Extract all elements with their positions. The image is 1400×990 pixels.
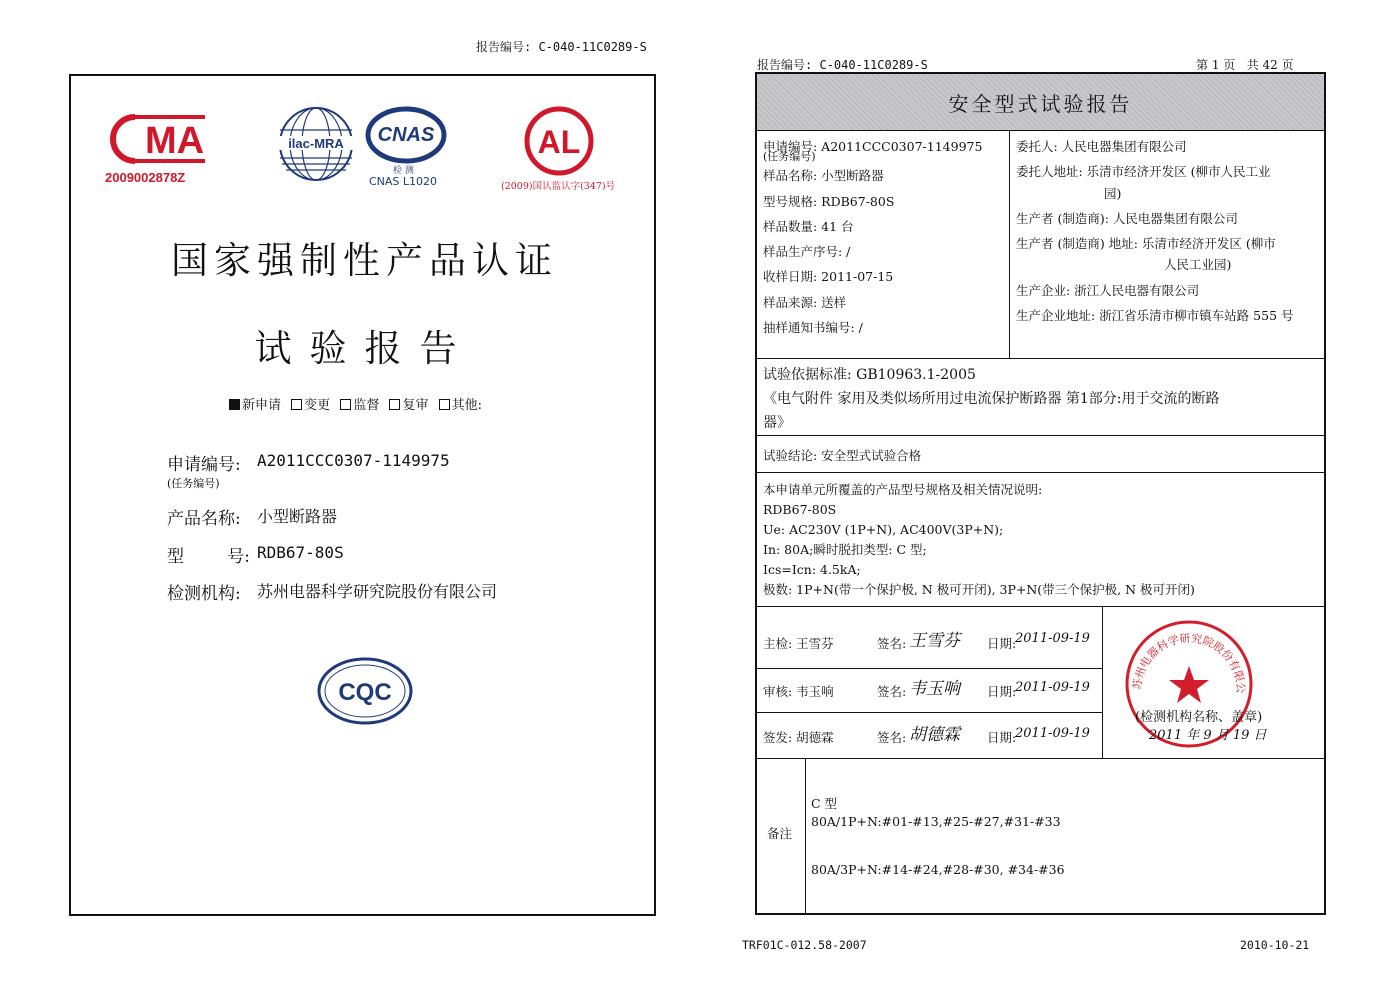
cma-letters: MA: [145, 120, 205, 162]
ilac-globe-icon: [276, 100, 356, 188]
date-label: 日期:: [987, 636, 1017, 651]
scope-line: Ue: AC230V (1P+N), AC400V(3P+N);: [763, 522, 1004, 537]
checkbox-review: [389, 399, 400, 410]
issue-signature: 胡德霖: [909, 725, 960, 745]
maker-address-cont: 人民工业园): [1164, 257, 1232, 273]
checkbox-supervise: [340, 399, 351, 410]
left-certificate-page: [69, 74, 656, 916]
al-code: (2009)国认监认字(347)号: [501, 181, 616, 192]
form-number: TRF01C-012.58-2007: [742, 938, 867, 952]
factory-address: 生产企业地址: 浙江省乐清市柳市镇车站路 555 号: [1016, 308, 1294, 324]
client-info: [1016, 134, 1321, 328]
scope-line: RDB67-80S: [763, 502, 837, 517]
app-no-label: 申请编号:: [167, 455, 241, 475]
sample-model: 型号规格: RDB67-80S: [763, 193, 895, 209]
main-signature: 王雪芬: [909, 631, 960, 651]
cma-logo-icon: [105, 109, 225, 169]
remarks-label: 备注: [767, 826, 793, 841]
divider: [757, 606, 1324, 607]
sign-label: 签名:: [877, 730, 907, 745]
lab-value: 苏州电器科学研究院股份有限公司: [257, 582, 498, 601]
report-title: 安全型式试验报告: [948, 92, 1133, 116]
report-title-band: [757, 74, 1324, 131]
cma-code: 2009002878Z: [105, 170, 186, 185]
model-value: RDB67-80S: [257, 543, 344, 562]
checkbox-supervise-label: 监督: [353, 398, 380, 413]
client-address-cont: 园): [1104, 185, 1122, 201]
divider: [757, 668, 1102, 669]
checkbox-other: [439, 399, 450, 410]
checkbox-review-label: 复审: [402, 398, 429, 413]
svg-text:AL: AL: [537, 124, 581, 160]
scope-line: Ics=Icn: 4.5kA;: [763, 562, 861, 577]
review-signature: 韦玉响: [909, 679, 960, 699]
cqc-emblem-icon: [315, 656, 415, 726]
issue-date: 2011-09-19: [1015, 726, 1090, 741]
sign-label: 签名:: [877, 684, 907, 699]
lab-label: 检测机构:: [167, 584, 241, 604]
cnas-emblem-icon: [361, 101, 451, 165]
divider: [757, 712, 1102, 713]
certificate-title: 国家强制性产品认证: [171, 239, 558, 282]
checkbox-change: [291, 399, 302, 410]
svg-text:苏州电器科学研究院股份有限公司: 苏州电器科学研究院股份有限公: [1130, 631, 1248, 694]
scope-intro: 本申请单元所覆盖的产品型号规格及相关情况说明:: [763, 482, 1043, 497]
checkbox-other-label: 其他:: [451, 398, 483, 413]
review-date: 2011-09-19: [1015, 680, 1090, 695]
certificate-subtitle: 试验报告: [254, 327, 475, 370]
client-address: 委托人地址: 乐清市经济开发区 (柳市人民工业: [1016, 164, 1271, 180]
product-value: 小型断路器: [257, 507, 338, 526]
cqc-logo: [315, 656, 415, 726]
remarks-divider: [805, 758, 806, 913]
app-no: 申请编号: A2011CCC0307-1149975: [763, 139, 983, 154]
right-report-number: 报告编号: C-040-11C0289-S: [757, 58, 928, 72]
client: 委托人: 人民电器集团有限公司: [1016, 139, 1187, 154]
svg-text:CNAS: CNAS: [377, 124, 435, 146]
test-report-page: [755, 72, 1326, 915]
al-logo: [499, 106, 619, 196]
date-label: 日期:: [987, 730, 1017, 745]
scope-line: In: 80A;瞬时脱扣类型: C 型;: [763, 542, 927, 557]
ilac-mra-logo: [276, 100, 356, 190]
checkbox-change-label: 变更: [304, 398, 331, 413]
factory: 生产企业: 浙江人民电器有限公司: [1016, 282, 1200, 298]
application-type-checkboxes: [223, 394, 482, 413]
cma-logo: [105, 109, 225, 189]
maker: 生产者 (制造商): 人民电器集团有限公司: [1016, 210, 1238, 226]
test-conclusion: 试验结论: 安全型式试验合格: [763, 448, 922, 463]
maker-address: 生产者 (制造商) 地址: 乐清市经济开发区 (柳市: [1016, 236, 1276, 252]
main-inspector: 主检: 王雪芬: [763, 636, 834, 651]
cnas-logo: [361, 101, 451, 191]
svg-text:CQC: CQC: [338, 679, 392, 706]
scope-block: [763, 480, 1195, 600]
sample-source: 样品来源: 送样: [763, 294, 847, 310]
cnas-code: CNAS L1020: [369, 175, 438, 188]
sample-info: [763, 134, 982, 340]
svg-text:ilac-MRA: ilac-MRA: [288, 136, 344, 151]
reviewer: 审核: 韦玉响: [763, 684, 834, 699]
seal-date: 2011 年 9 月 19 日: [1149, 728, 1267, 743]
remarks-line: 80A/3P+N:#14-#24,#28-#30, #34-#36: [811, 862, 1065, 877]
test-standard: 试验依据标准: GB10963.1-2005: [763, 367, 976, 383]
sample-serial: 样品生产序号: /: [763, 244, 851, 260]
date-label: 日期:: [987, 684, 1017, 699]
form-date: 2010-10-21: [1240, 938, 1310, 952]
cnas-sub: 检 测: [393, 166, 414, 176]
standard-description: 《电气附件 家用及类似场所用过电流保护断路器 第1部分:用于交流的断路: [763, 391, 1220, 407]
sampling-notice: 抽样通知书编号: /: [763, 320, 863, 336]
task-no-label: (任务编号): [167, 477, 220, 490]
received-date: 收样日期: 2011-07-15: [763, 269, 894, 285]
main-date: 2011-09-19: [1015, 631, 1090, 646]
scope-line: 极数: 1P+N(带一个保护极, N 极可开闭), 3P+N(带三个保护极, N 极可开闭): [763, 582, 1195, 597]
page-info: 第 1 页 共 42 页: [1196, 58, 1294, 72]
divider: [757, 435, 1324, 436]
divider: [757, 358, 1324, 359]
task-no: (任务编号): [763, 150, 816, 164]
checkbox-new: [229, 399, 240, 410]
standard-description-cont: 器》: [763, 415, 791, 431]
sign-label: 签名:: [877, 636, 907, 651]
seal-note: (检测机构名称、盖章): [1135, 710, 1263, 725]
sample-qty: 样品数量: 41 台: [763, 218, 854, 234]
checkbox-new-label: 新申请: [242, 398, 282, 413]
issuer: 签发: 胡德霖: [763, 730, 834, 745]
left-report-number: 报告编号: C-040-11C0289-S: [476, 40, 647, 54]
info-divider: [1009, 130, 1010, 358]
divider: [757, 472, 1324, 473]
product-label: 产品名称:: [167, 509, 241, 529]
sample-name: 样品名称: 小型断路器: [763, 168, 884, 184]
remarks-line: 80A/1P+N:#01-#13,#25-#27,#31-#33: [811, 814, 1061, 829]
divider: [757, 758, 1324, 759]
app-no-value: A2011CCC0307-1149975: [257, 451, 450, 470]
model-label: 型 号:: [167, 547, 250, 567]
signature-divider: [1102, 606, 1103, 758]
al-circle-icon: [499, 106, 619, 176]
remarks-line: C 型: [811, 796, 838, 811]
